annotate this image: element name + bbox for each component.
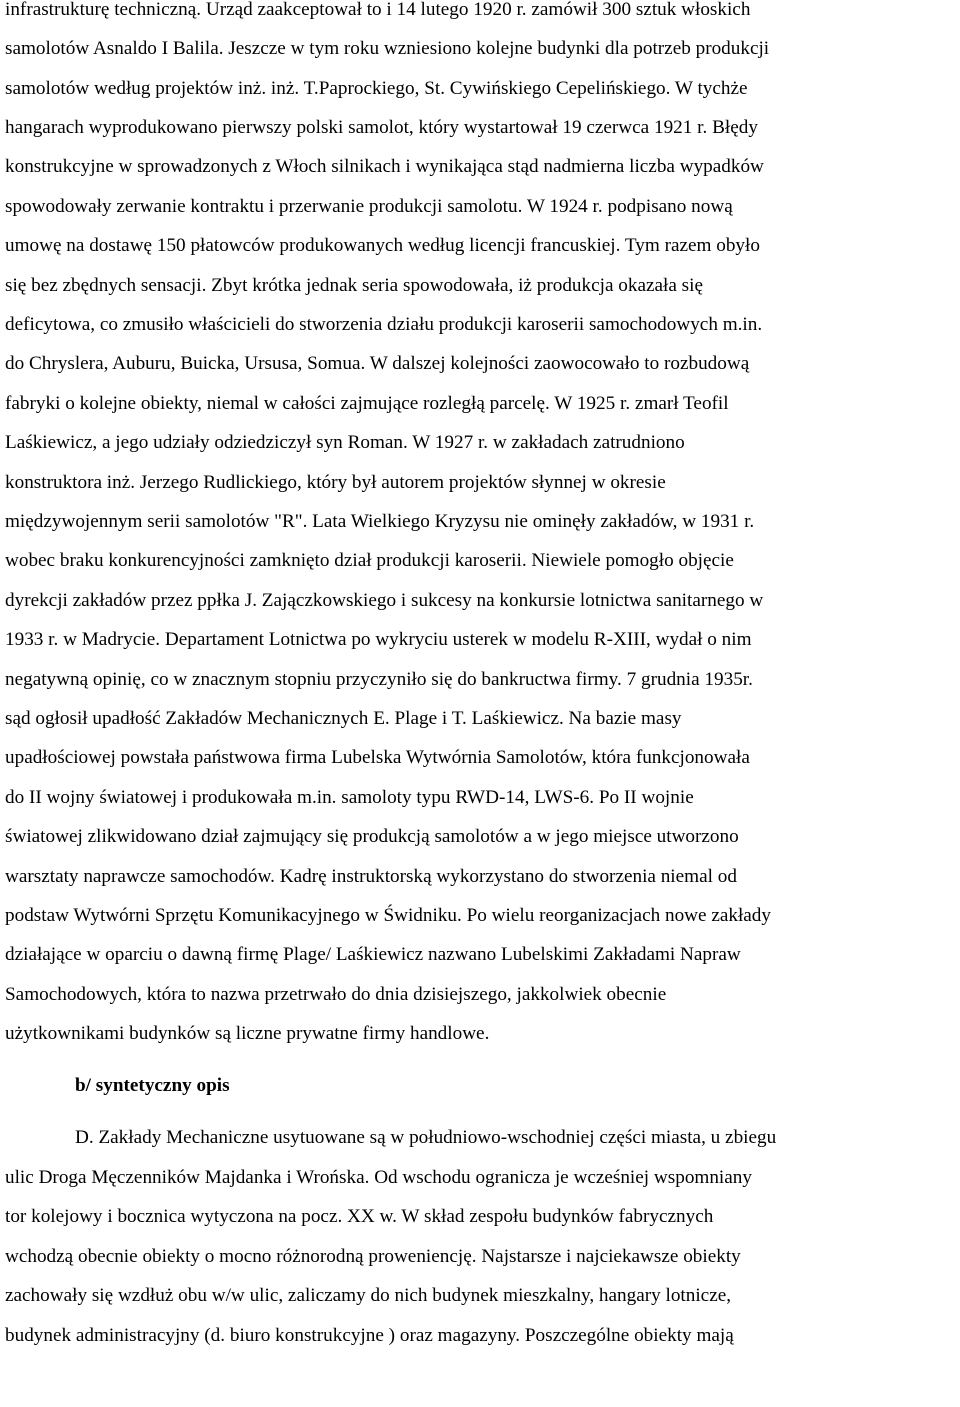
text-line: ulic Droga Męczenników Majdanka i Wrońska. Od wschodu ogranicza je wcześniej wspomniany — [5, 1167, 752, 1188]
text-line: użytkownikami budynków są liczne prywatne firmy handlowe. — [5, 1023, 490, 1044]
text-line: dyrekcji zakładów przez ppłka J. Zajączkowskiego i sukcesy na konkursie lotnictwa sanitarnego w — [5, 590, 764, 611]
text-line: konstrukcyjne w sprowadzonych z Włoch silnikach i wynikająca stąd nadmierna liczba wypadków — [5, 156, 764, 177]
text-line: światowej zlikwidowano dział zajmujący się produkcją samolotów a w jego miejsce utworzono — [5, 826, 739, 847]
text-line: konstruktora inż. Jerzego Rudlickiego, który był autorem projektów słynnej w okresie — [5, 472, 666, 493]
text-line: do II wojny światowej i produkowała m.in. samoloty typu RWD-14, LWS-6. Po II wojnie — [5, 787, 694, 808]
text-line: tor kolejowy i bocznica wytyczona na pocz. XX w. W skład zespołu budynków fabrycznych — [5, 1206, 714, 1227]
text-line: deficytowa, co zmusiło właścicieli do stworzenia działu produkcji karoserii samochodowych m.in. — [5, 314, 763, 335]
text-line: podstaw Wytwórni Sprzętu Komunikacyjnego w Świdniku. Po wielu reorganizacjach nowe zakłady — [5, 905, 771, 926]
text-line: samolotów Asnaldo I Balila. Jeszcze w tym roku wzniesiono kolejne budynki dla potrzeb produkcji — [5, 38, 770, 59]
text-line: spowodowały zerwanie kontraktu i przerwanie produkcji samolotu. W 1924 r. podpisano nową — [5, 196, 733, 217]
text-line: fabryki o kolejne obiekty, niemal w całości zajmujące rozległą parcelę. W 1925 r. zmarł Teofil — [5, 393, 729, 414]
text-line: do Chryslera, Auburu, Buicka, Ursusa, Somua. W dalszej kolejności zaowocowało to rozbudową — [5, 353, 750, 374]
text-line: 1933 r. w Madrycie. Departament Lotnictwa po wykryciu usterek w modelu R-XIII, wydał o nim — [5, 629, 752, 650]
text-line: hangarach wyprodukowano pierwszy polski samolot, który wystartował 19 czerwca 1921 r. Błędy — [5, 117, 758, 138]
text-line: infrastrukturę techniczną. Urząd zaakceptował to i 14 lutego 1920 r. zamówił 300 sztuk włoskich — [5, 0, 751, 20]
text-line: wchodzą obecnie obiekty o mocno różnorodną proweniencję. Najstarsze i najciekawsze obiekty — [5, 1246, 741, 1267]
text-line: działające w oparciu o dawną firmę Plage/ Laśkiewicz nazwano Lubelskimi Zakładami Napraw — [5, 944, 741, 965]
text-line: wobec braku konkurencyjności zamknięto dział produkcji karoserii. Niewiele pomogło objęcie — [5, 550, 734, 571]
text-line: D. Zakłady Mechaniczne usytuowane są w południowo-wschodniej części miasta, u zbiegu — [75, 1127, 777, 1148]
text-line: samolotów według projektów inż. inż. T.Paprockiego, St. Cywińskiego Cepelińskiego. W tychże — [5, 78, 748, 99]
text-line: się bez zbędnych sensacji. Zbyt krótka jednak seria spowodowała, iż produkcja okazała się — [5, 275, 703, 296]
text-line: zachowały się wzdłuż obu w/w ulic, zaliczamy do nich budynek mieszkalny, hangary lotnicze, — [5, 1285, 732, 1306]
text-line: Laśkiewicz, a jego udziały odziedziczył syn Roman. W 1927 r. w zakładach zatrudniono — [5, 432, 685, 453]
text-line: warsztaty naprawcze samochodów. Kadrę instruktorską wykorzystano do stworzenia niemal od — [5, 866, 737, 887]
text-line: budynek administracyjny (d. biuro konstrukcyjne ) oraz magazyny. Poszczególne obiekty mają — [5, 1325, 734, 1346]
text-line: umowę na dostawę 150 płatowców produkowanych według licencji francuskiej. Tym razem obyło — [5, 235, 760, 256]
section-heading: b/ syntetyczny opis — [75, 1075, 230, 1096]
text-line: negatywną opinię, co w znacznym stopniu przyczyniło się do bankructwa firmy. 7 grudnia 1935r. — [5, 669, 753, 690]
text-line: międzywojennym serii samolotów "R". Lata Wielkiego Kryzysu nie ominęły zakładów, w 1931 r. — [5, 511, 755, 532]
text-line: Samochodowych, która to nazwa przetrwało do dnia dzisiejszego, jakkolwiek obecnie — [5, 984, 667, 1005]
text-line: sąd ogłosił upadłość Zakładów Mechanicznych E. Plage i T. Laśkiewicz. Na bazie masy — [5, 708, 682, 729]
text-line: upadłościowej powstała państwowa firma Lubelska Wytwórnia Samolotów, która funkcjonowała — [5, 747, 750, 768]
